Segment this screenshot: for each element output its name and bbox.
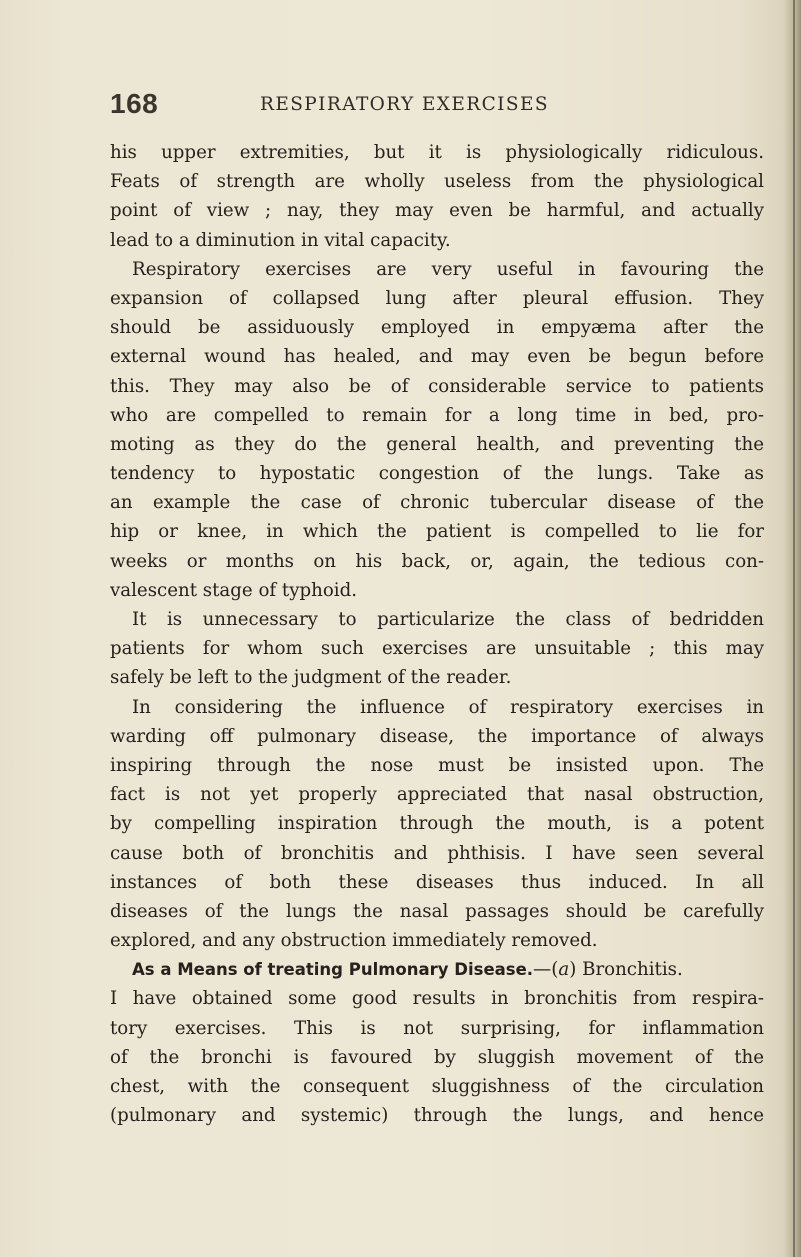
text-line: expansion of collapsed lung after pleural effusion. They xyxy=(110,287,764,309)
page-header xyxy=(0,88,801,124)
text-line: his upper extremities, but it is physiologically ridiculous. xyxy=(110,142,764,163)
text-line: by compelling inspiration through the mouth, is a potent xyxy=(110,813,764,835)
text-line: Feats of strength are wholly useless from the physiological xyxy=(110,171,764,193)
text-line: valescent stage of typhoid. xyxy=(110,579,358,601)
text-line: lead to a diminution in vital capacity. xyxy=(110,229,451,251)
page-edge-line xyxy=(793,0,795,1257)
text-line: chest, with the consequent sluggishness of the circulation xyxy=(110,1076,764,1097)
text-line: cause both of bronchitis and phthisis. I have seen several xyxy=(110,842,764,864)
text-line: external wound has healed, and may even be begun before xyxy=(110,346,764,368)
text-line: an example the case of chronic tubercular disease of the xyxy=(110,492,764,514)
section-enum: a xyxy=(558,959,570,981)
text-line: In considering the influence of respiratory exercises in xyxy=(132,696,764,718)
text-line: weeks or months on his back, or, again, the tedious con- xyxy=(110,550,764,572)
text-line: point of view ; nay, they may even be harmful, and actually xyxy=(110,200,764,222)
text-line: hip or knee, in which the patient is compelled to lie for xyxy=(110,521,764,543)
text-line: diseases of the lungs the nasal passages should be carefully xyxy=(110,900,764,922)
text-line: tendency to hypostatic congestion of the lungs. Take as xyxy=(110,463,764,485)
section-close-paren: ) xyxy=(569,959,577,981)
section-dash: —( xyxy=(533,959,559,981)
section-heading: As a Means of treating Pulmonary Disease. xyxy=(132,960,534,980)
page-edge-shadow xyxy=(783,0,801,1257)
text-line: fact is not yet properly appreciated that nasal obstruction, xyxy=(110,784,764,806)
text-line: instances of both these diseases thus induced. In all xyxy=(110,871,764,893)
text-line: explored, and any obstruction immediately removed. xyxy=(110,930,598,952)
page-number: 168 xyxy=(110,88,159,119)
text-line: safely be left to the judgment of the reader. xyxy=(110,667,512,689)
text-line: moting as they do the general health, and preventing the xyxy=(110,433,764,455)
text-line: tory exercises. This is not surprising, for inflammation xyxy=(110,1017,764,1039)
text-line: Respiratory exercises are very useful in favouring the xyxy=(132,258,764,280)
text-line: this. They may also be of considerable service to patients xyxy=(110,375,764,397)
body-text xyxy=(110,138,764,1130)
text-line: It is unnecessary to particularize the class of bedridden xyxy=(132,609,764,630)
running-title: RESPIRATORY EXERCISES xyxy=(260,94,549,115)
text-line: patients for whom such exercises are unsuitable ; this may xyxy=(110,638,764,660)
text-line: warding off pulmonary disease, the importance of always xyxy=(110,725,764,747)
text-line: who are compelled to remain for a long time in bed, pro- xyxy=(110,404,764,426)
text-line: I have obtained some good results in bronchitis from respira- xyxy=(110,988,764,1010)
text-line: should be assiduously employed in empyæma after the xyxy=(110,317,764,339)
text-line: (pulmonary and systemic) through the lungs, and hence xyxy=(110,1105,764,1127)
text-line: of the bronchi is favoured by sluggish movement of the xyxy=(110,1046,764,1068)
section-subject: Bronchitis. xyxy=(576,959,683,981)
section-heading-line xyxy=(110,955,764,984)
text-line: inspiring through the nose must be insisted upon. The xyxy=(110,754,764,776)
